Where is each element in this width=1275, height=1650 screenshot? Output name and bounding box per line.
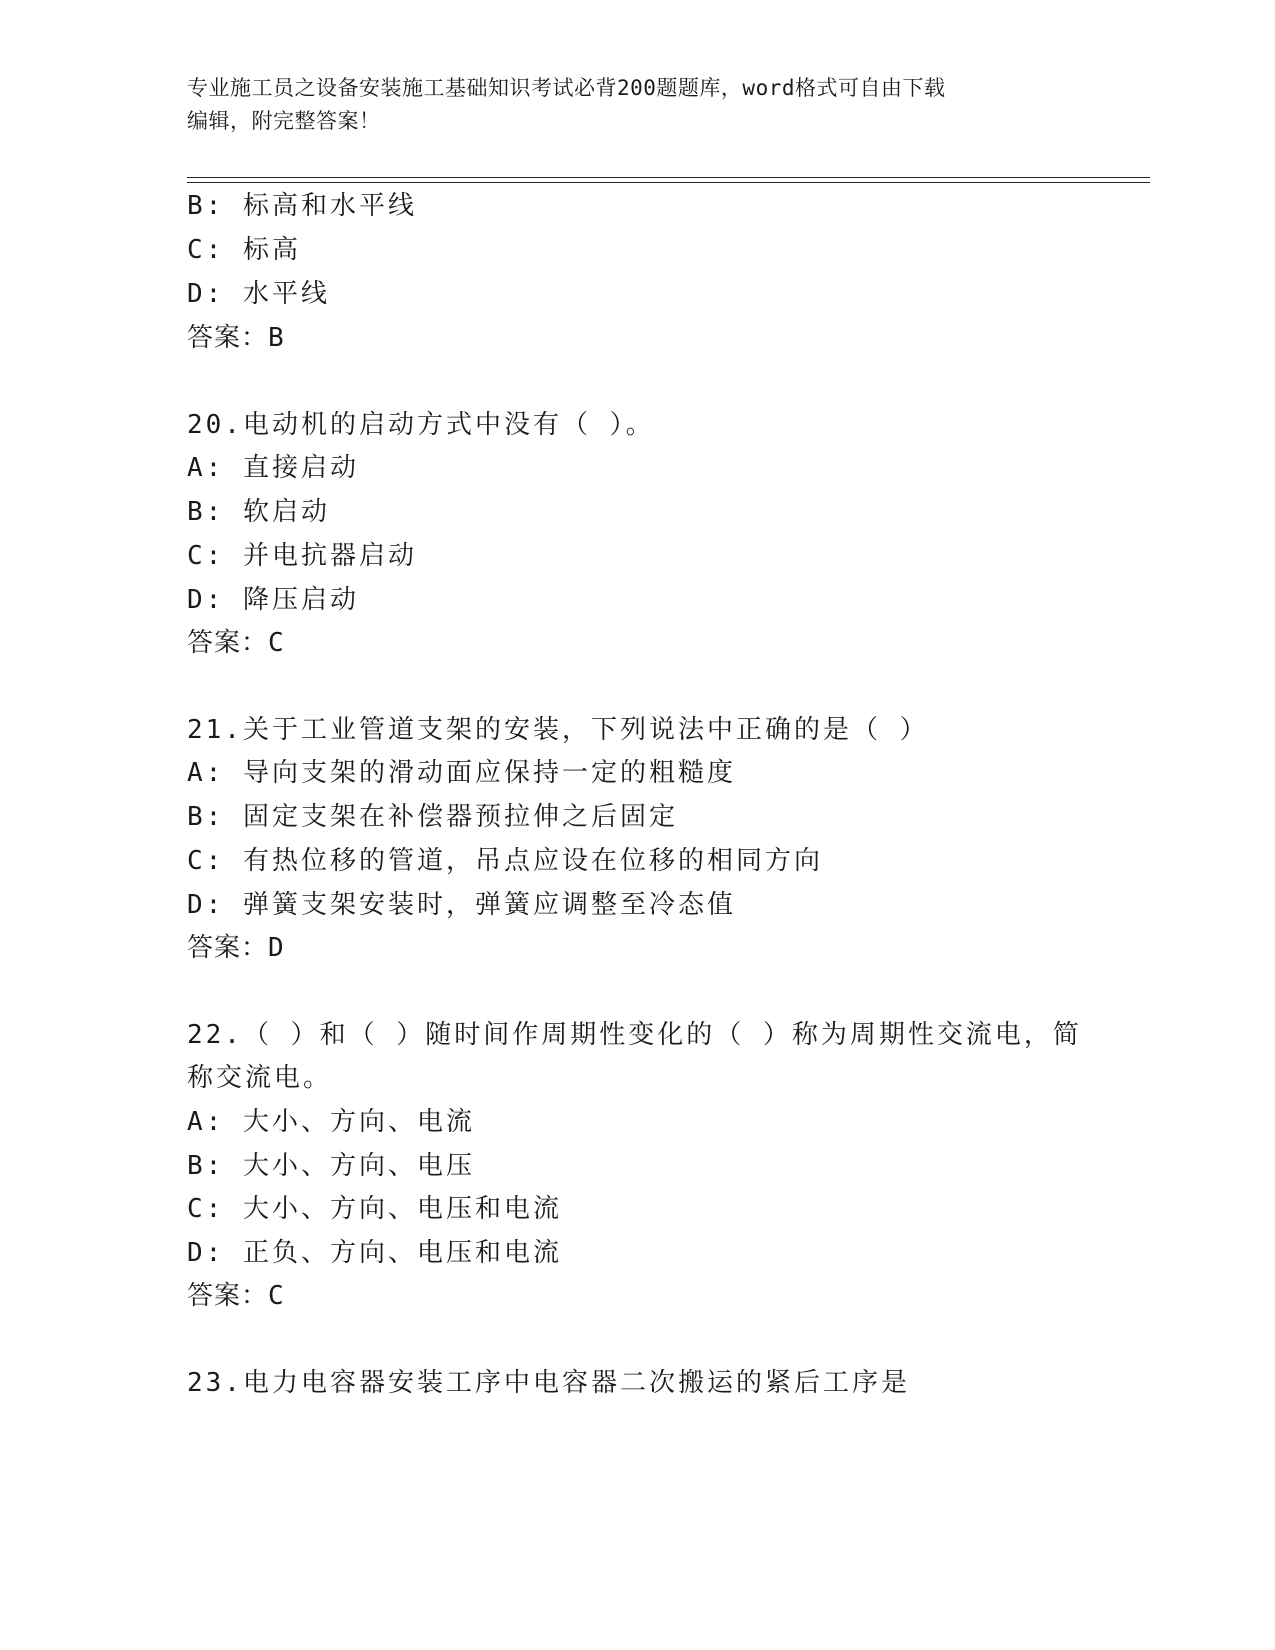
q22-answer: 答案：C xyxy=(187,1281,285,1311)
q20-option-a: A: 直接启动 xyxy=(187,453,359,483)
q19-option-b: B: 标高和水平线 xyxy=(187,191,417,221)
q21-option-d: D: 弹簧支架安装时，弹簧应调整至冷态值 xyxy=(187,890,736,920)
q19-answer: 答案：B xyxy=(187,323,285,353)
q21-option-a: A: 导向支架的滑动面应保持一定的粗糙度 xyxy=(187,758,736,788)
q20-option-c: C: 并电抗器启动 xyxy=(187,541,417,571)
q21-option-b: B: 固定支架在补偿器预拉伸之后固定 xyxy=(187,802,678,832)
q22-question-line-2: 称交流电。 xyxy=(187,1063,333,1093)
q23-question: 23.电力电容器安装工序中电容器二次搬运的紧后工序是 xyxy=(187,1368,910,1398)
q20-question: 20.电动机的启动方式中没有（ ）。 xyxy=(187,410,655,440)
q22-option-c: C: 大小、方向、电压和电流 xyxy=(187,1194,562,1224)
q21-answer: 答案：D xyxy=(187,933,285,963)
q21-option-c: C: 有热位移的管道，吊点应设在位移的相同方向 xyxy=(187,846,823,876)
q22-option-a: A: 大小、方向、电流 xyxy=(187,1107,475,1137)
q22-option-d: D: 正负、方向、电压和电流 xyxy=(187,1238,562,1268)
document-header xyxy=(187,72,1067,138)
q20-option-d: D: 降压启动 xyxy=(187,585,359,615)
q19-option-d: D: 水平线 xyxy=(187,279,330,309)
q20-answer: 答案：C xyxy=(187,628,285,658)
header-divider-top xyxy=(187,177,1150,178)
q22-question-line-1: 22.（ ）和（ ）随时间作周期性变化的（ ）称为周期性交流电，简 xyxy=(187,1020,1082,1050)
header-line-1: 专业施工员之设备安装施工基础知识考试必背200题题库，word格式可自由下载 xyxy=(187,76,946,100)
header-divider-bottom xyxy=(187,182,1150,183)
q22-option-b: B: 大小、方向、电压 xyxy=(187,1151,475,1181)
q19-option-c: C: 标高 xyxy=(187,235,301,265)
header-line-2: 编辑，附完整答案！ xyxy=(187,109,381,133)
q21-question: 21.关于工业管道支架的安装，下列说法中正确的是（ ） xyxy=(187,715,929,745)
q20-option-b: B: 软启动 xyxy=(187,497,330,527)
